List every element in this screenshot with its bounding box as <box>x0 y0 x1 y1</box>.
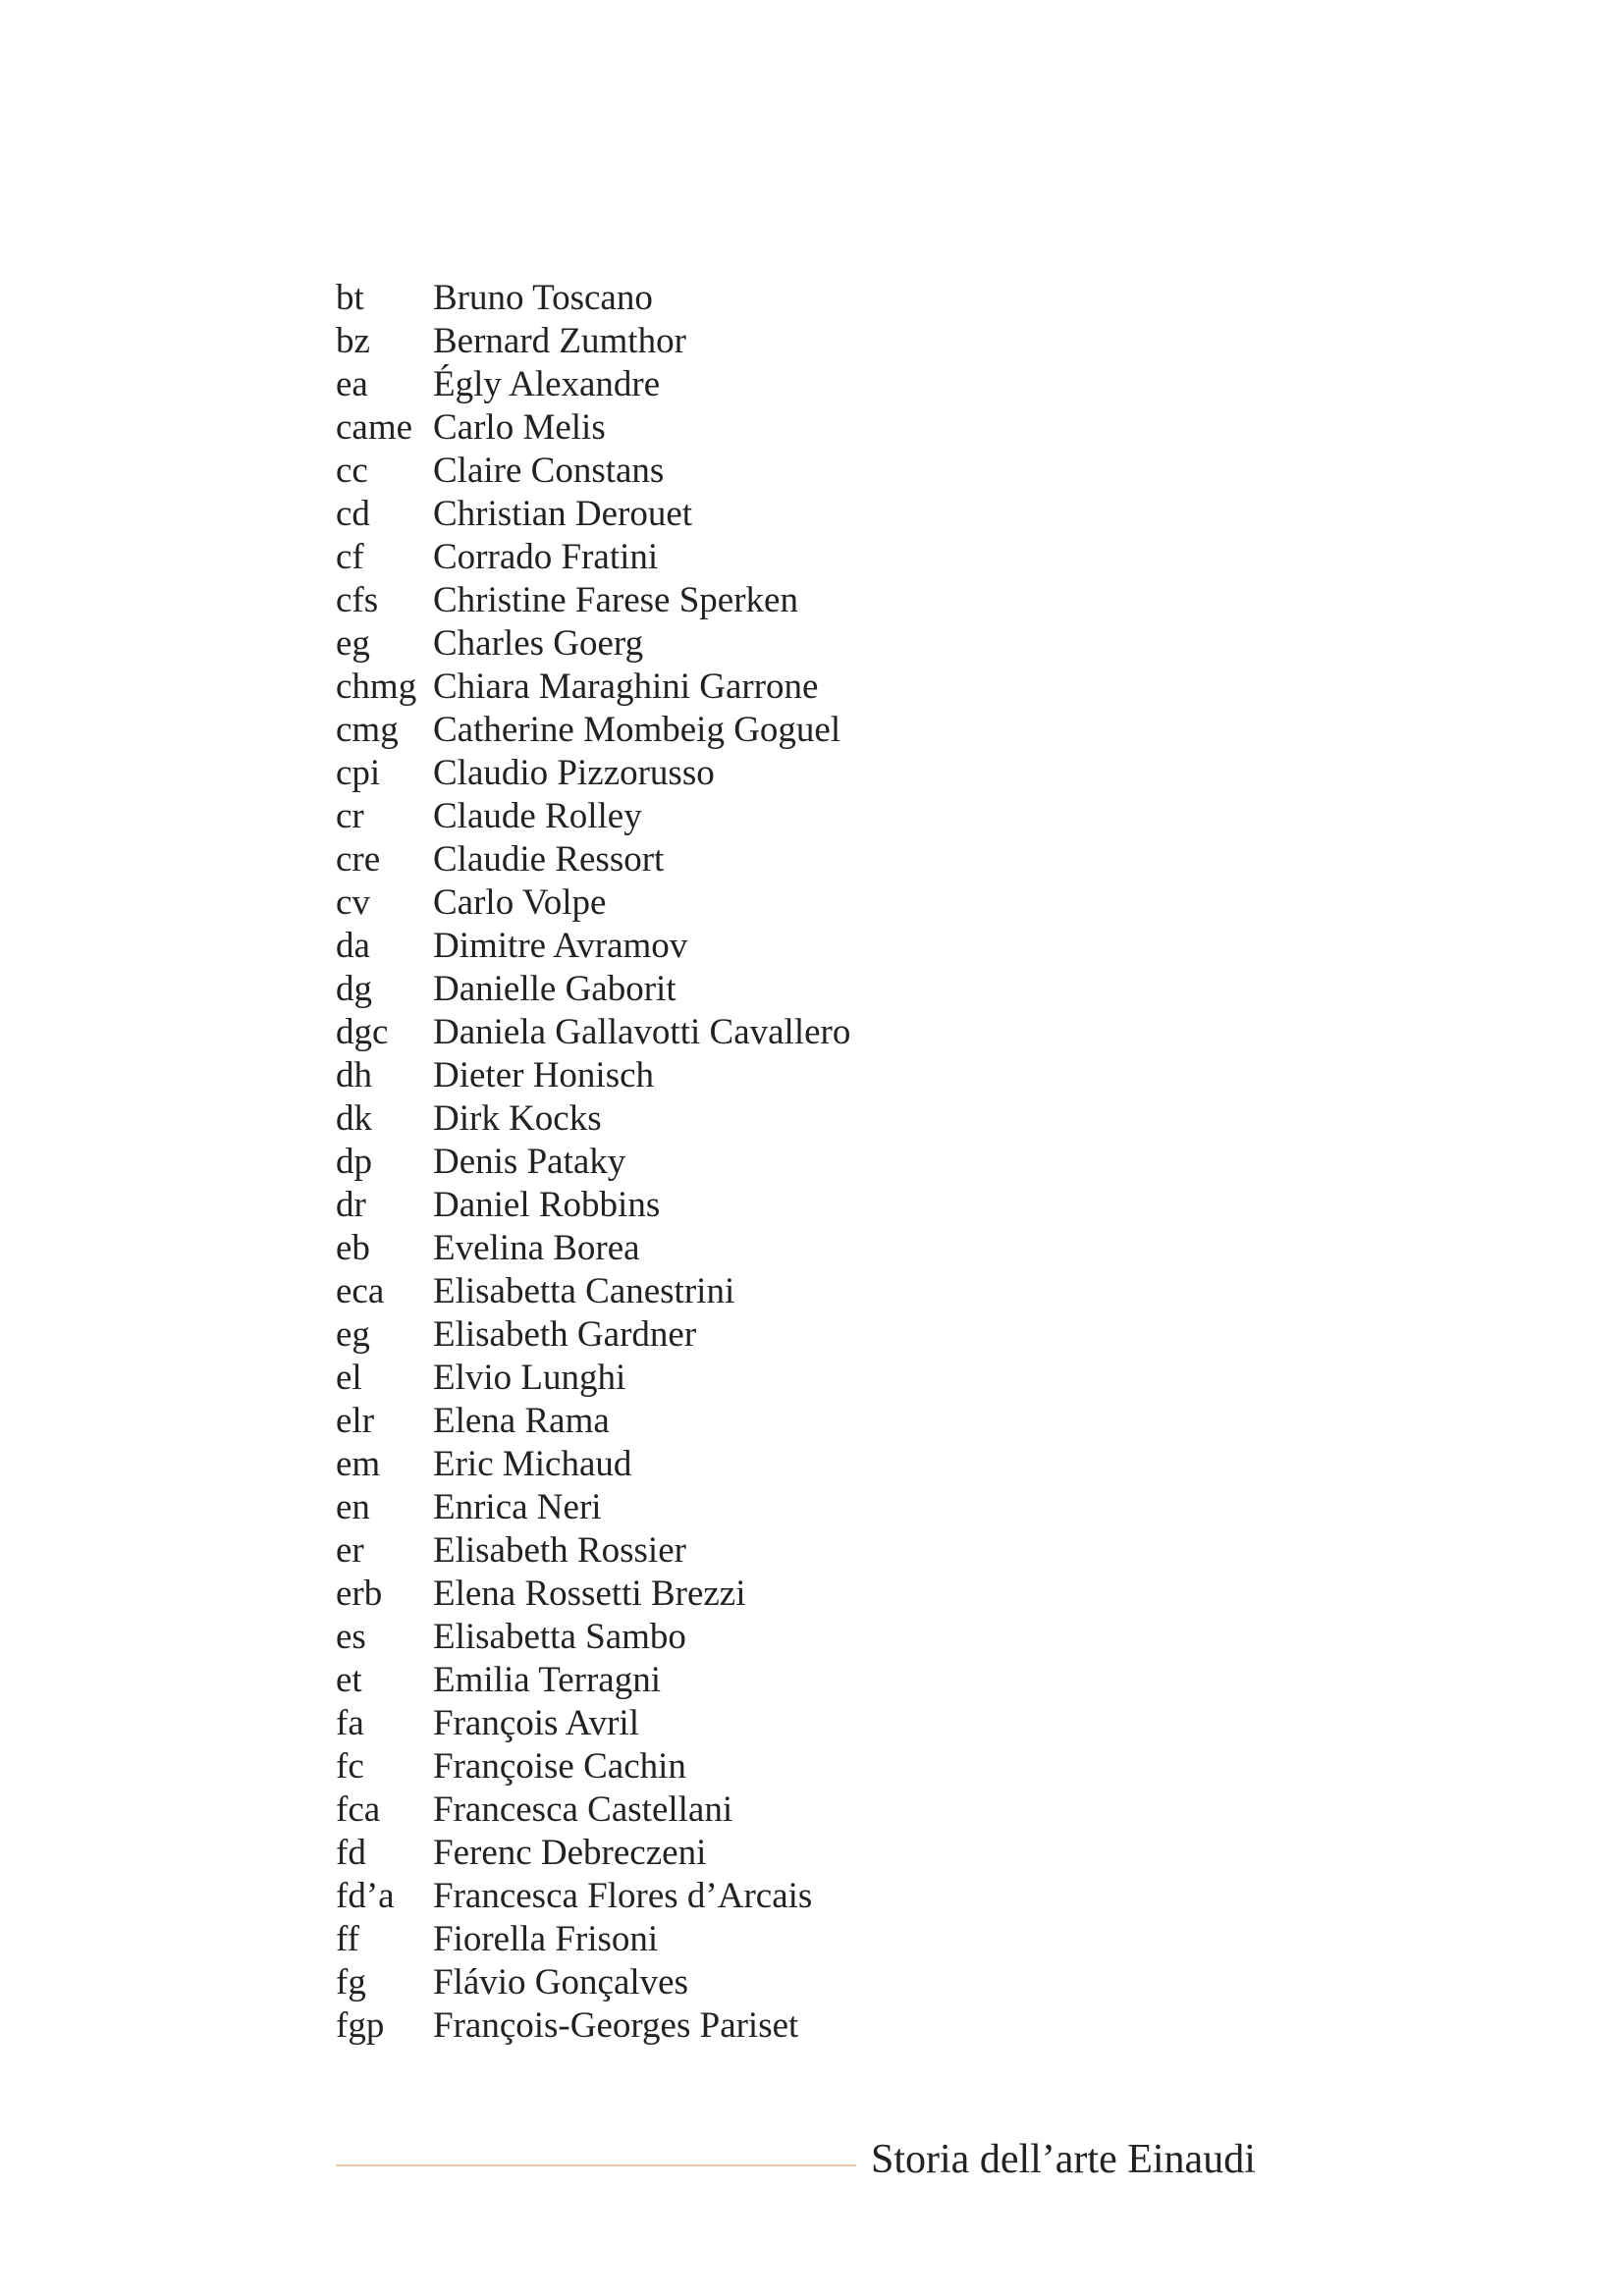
contributor-abbreviation: fg <box>336 1962 366 2002</box>
contributor-entry <box>336 968 850 1011</box>
contributor-abbreviation: came <box>336 407 413 448</box>
contributor-entry <box>336 666 850 709</box>
contributor-entry <box>336 1961 850 2004</box>
contributor-entry <box>336 881 850 925</box>
contributor-name: Dimitre Avramov <box>433 926 688 966</box>
contributor-name: Christine Farese Sperken <box>433 580 798 620</box>
contributor-name: Carlo Volpe <box>433 882 607 923</box>
contributor-entry <box>336 1443 850 1486</box>
contributor-abbreviation: cmg <box>336 710 399 750</box>
contributor-entry <box>336 320 850 363</box>
contributor-entry <box>336 1745 850 1789</box>
contributor-name: François-Georges Pariset <box>433 2005 799 2046</box>
contributor-entry <box>336 493 850 536</box>
contributor-abbreviation: es <box>336 1617 366 1657</box>
contributor-abbreviation: dr <box>336 1185 366 1225</box>
contributor-abbreviation: dk <box>336 1098 372 1139</box>
contributor-entry <box>336 406 850 450</box>
contributor-entry <box>336 1659 850 1702</box>
contributor-name: Evelina Borea <box>433 1228 640 1268</box>
contributor-abbreviation: ea <box>336 364 368 404</box>
contributor-abbreviation: fc <box>336 1746 364 1787</box>
contributor-abbreviation: dgc <box>336 1012 389 1052</box>
contributor-entry <box>336 622 850 666</box>
contributor-entry <box>336 709 850 752</box>
contributor-abbreviation: fd <box>336 1833 366 1873</box>
contributor-name: Corrado Fratini <box>433 537 659 577</box>
contributor-entry <box>336 536 850 579</box>
footer-title: Storia dell’arte Einaudi <box>871 2137 1256 2182</box>
contributor-abbreviation: cpi <box>336 753 381 793</box>
contributor-name: François Avril <box>433 1703 639 1743</box>
contributor-abbreviation: dp <box>336 1142 372 1182</box>
contributor-abbreviation: erb <box>336 1574 383 1614</box>
contributor-entry <box>336 1400 850 1443</box>
contributor-name: Christian Derouet <box>433 494 693 534</box>
contributor-abbreviation: cr <box>336 796 364 836</box>
contributor-abbreviation: en <box>336 1487 370 1527</box>
contributor-abbreviation: dg <box>336 969 372 1009</box>
contributor-name: Daniel Robbins <box>433 1185 661 1225</box>
contributor-abbreviation: ff <box>336 1919 359 1959</box>
contributor-abbreviation: eg <box>336 623 370 664</box>
contributor-name: Elisabeth Gardner <box>433 1314 697 1355</box>
contributor-abbreviation: cv <box>336 882 370 923</box>
contributor-abbreviation: cre <box>336 839 381 880</box>
contributor-name: Flávio Gonçalves <box>433 1962 688 2002</box>
contributor-abbreviation: fgp <box>336 2005 385 2046</box>
contributor-entry <box>336 1702 850 1745</box>
contributor-name: Elena Rossetti Brezzi <box>433 1574 746 1614</box>
contributor-entry <box>336 1789 850 1832</box>
contributor-entry <box>336 1054 850 1097</box>
contributor-entry <box>336 1616 850 1659</box>
contributor-entry <box>336 1573 850 1616</box>
contributor-entry <box>336 752 850 795</box>
contributor-entry <box>336 1918 850 1961</box>
contributor-name: Ferenc Debreczeni <box>433 1833 707 1873</box>
contributor-name: Danielle Gaborit <box>433 969 676 1009</box>
contributor-abbreviation: cfs <box>336 580 379 620</box>
contributor-abbreviation: fa <box>336 1703 364 1743</box>
contributor-entry <box>336 1227 850 1270</box>
contributor-name: Dirk Kocks <box>433 1098 602 1139</box>
contributor-name: Bernard Zumthor <box>433 321 686 361</box>
contributor-abbreviation: et <box>336 1660 362 1700</box>
contributor-abbreviation: eca <box>336 1271 385 1311</box>
contributor-abbreviation: el <box>336 1358 362 1398</box>
contributor-entry <box>336 1357 850 1400</box>
contributor-entry <box>336 450 850 493</box>
contributor-entry <box>336 1529 850 1573</box>
contributor-name: Chiara Maraghini Garrone <box>433 667 819 707</box>
contributor-entry <box>336 1011 850 1054</box>
contributor-entry <box>336 277 850 320</box>
contributor-name: Catherine Mombeig Goguel <box>433 710 841 750</box>
contributor-entry <box>336 1141 850 1184</box>
contributor-abbreviation: eb <box>336 1228 370 1268</box>
contributor-name: Elisabeth Rossier <box>433 1530 686 1571</box>
contributor-name: Fiorella Frisoni <box>433 1919 659 1959</box>
contributor-name: Françoise Cachin <box>433 1746 686 1787</box>
contributor-name: Francesca Castellani <box>433 1789 733 1830</box>
contributor-name: Elena Rama <box>433 1401 610 1441</box>
contributor-name: Claire Constans <box>433 451 665 491</box>
contributor-abbreviation: chmg <box>336 667 417 707</box>
contributor-abbreviation: dh <box>336 1055 372 1095</box>
contributor-abbreviation: da <box>336 926 370 966</box>
contributor-entry <box>336 1097 850 1141</box>
contributor-entry <box>336 1832 850 1875</box>
contributor-entry <box>336 579 850 622</box>
contributor-abbreviation: elr <box>336 1401 375 1441</box>
contributor-name: Charles Goerg <box>433 623 644 664</box>
contributor-entry <box>336 1270 850 1313</box>
contributor-name: Elisabetta Sambo <box>433 1617 686 1657</box>
contributor-name: Claudie Ressort <box>433 839 665 880</box>
contributor-entry <box>336 795 850 838</box>
contributor-abbreviation: bt <box>336 278 364 318</box>
contributor-abbreviation: cd <box>336 494 370 534</box>
contributor-name: Enrica Neri <box>433 1487 602 1527</box>
contributor-abbreviation: bz <box>336 321 370 361</box>
contributor-entry <box>336 1486 850 1529</box>
contributor-name: Dieter Honisch <box>433 1055 655 1095</box>
contributor-entry <box>336 1184 850 1227</box>
contributor-abbreviation: eg <box>336 1314 370 1355</box>
contributor-abbreviation: cf <box>336 537 364 577</box>
contributor-name: Emilia Terragni <box>433 1660 662 1700</box>
contributor-entry <box>336 1875 850 1918</box>
contributor-name: Bruno Toscano <box>433 278 653 318</box>
page-footer <box>336 2130 1298 2189</box>
contributors-list <box>336 277 850 2048</box>
contributor-name: Eric Michaud <box>433 1444 632 1484</box>
footer-rule <box>336 2164 856 2166</box>
contributor-name: Denis Pataky <box>433 1142 626 1182</box>
contributor-name: Elisabetta Canestrini <box>433 1271 735 1311</box>
contributor-name: Elvio Lunghi <box>433 1358 626 1398</box>
contributor-name: Daniela Gallavotti Cavallero <box>433 1012 851 1052</box>
contributor-name: Claude Rolley <box>433 796 642 836</box>
contributor-entry <box>336 2004 850 2048</box>
contributor-abbreviation: em <box>336 1444 381 1484</box>
contributor-abbreviation: fca <box>336 1789 381 1830</box>
contributor-entry <box>336 363 850 406</box>
contributor-abbreviation: cc <box>336 451 368 491</box>
contributor-entry <box>336 838 850 881</box>
contributor-abbreviation: er <box>336 1530 364 1571</box>
contributor-abbreviation: fd’a <box>336 1876 395 1916</box>
contributor-name: Carlo Melis <box>433 407 606 448</box>
contributor-name: Claudio Pizzorusso <box>433 753 715 793</box>
contributor-entry <box>336 925 850 968</box>
contributor-name: Francesca Flores d’Arcais <box>433 1876 813 1916</box>
contributor-entry <box>336 1313 850 1357</box>
contributor-name: Égly Alexandre <box>433 364 661 404</box>
